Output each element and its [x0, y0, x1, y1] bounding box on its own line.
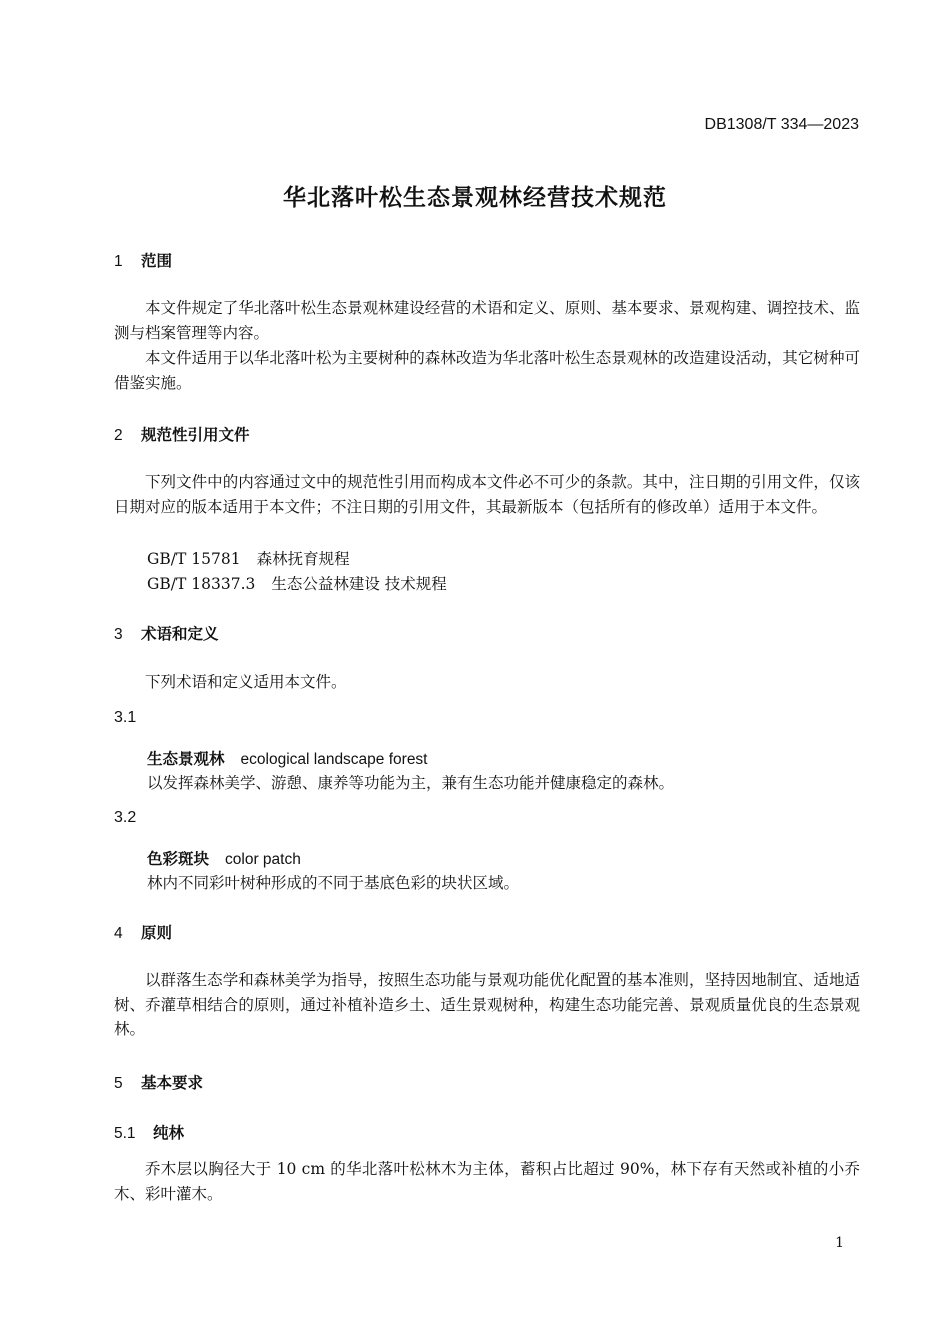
reference-code: GB/T 18337.3 [147, 575, 256, 593]
section-title: 规范性引用文件 [141, 427, 250, 444]
section-heading-2 [114, 423, 250, 445]
section-title: 术语和定义 [141, 626, 219, 643]
paragraph: 乔木层以胸径大于 10 cm 的华北落叶松林木为主体，蓄积占比超过 90%，林下存有天然或补植的小乔木、彩叶灌木。 [114, 1160, 860, 1203]
section-number: 1 [114, 253, 123, 270]
paragraph: 下列术语和定义适用本文件。 [145, 673, 347, 691]
reference-item [147, 547, 350, 569]
document-title: 华北落叶松生态景观林经营技术规范 [283, 184, 667, 210]
paragraph: 本文件适用于以华北落叶松为主要树种的森林改造为华北落叶松生态景观林的改造建设活动，其它树种可借鉴实施。 [114, 349, 860, 392]
section-title: 范围 [141, 253, 173, 270]
term-entry [147, 847, 301, 869]
subsection-number: 5.1 [114, 1125, 136, 1142]
subsection-heading-5-1 [114, 1121, 184, 1143]
term-number: 3.2 [114, 809, 137, 826]
section-title: 基本要求 [141, 1075, 204, 1092]
section-number: 3 [114, 626, 123, 643]
term-english: color patch [225, 851, 301, 868]
paragraph: 下列文件中的内容通过文中的规范性引用而构成本文件必不可少的条款。其中，注日期的引用文件，仅该日期对应的版本适用于本文件；不注日期的引用文件，其最新版本（包括所有的修改单）适用于本文件。 [114, 473, 860, 516]
paragraph: 本文件规定了华北落叶松生态景观林建设经营的术语和定义、原则、基本要求、景观构建、调控技术、监测与档案管理等内容。 [114, 299, 860, 342]
term-chinese: 生态景观林 [147, 751, 225, 768]
term-definition: 林内不同彩叶树种形成的不同于基底色彩的块状区域。 [147, 874, 520, 892]
term-entry [147, 747, 428, 769]
section-heading-3 [114, 622, 219, 644]
section-heading-4 [114, 921, 172, 943]
section-number: 5 [114, 1075, 123, 1092]
paragraph: 以群落生态学和森林美学为指导，按照生态功能与景观功能优化配置的基本准则，坚持因地制宜、适地适树、乔灌草相结合的原则，通过补植补造乡土、适生景观树种，构建生态功能完善、景观质量优良的生态景观林。 [114, 971, 860, 1038]
reference-title: 森林抚育规程 [256, 550, 350, 568]
term-chinese: 色彩斑块 [147, 851, 210, 868]
reference-title: 生态公益林建设 技术规程 [271, 575, 447, 593]
reference-code: GB/T 15781 [147, 550, 241, 568]
section-number: 2 [114, 427, 123, 444]
page-number: 1 [835, 1235, 844, 1251]
section-title: 原则 [141, 925, 173, 942]
section-heading-1 [114, 249, 172, 271]
section-number: 4 [114, 925, 123, 942]
term-english: ecological landscape forest [240, 751, 428, 768]
term-definition: 以发挥森林美学、游憩、康养等功能为主，兼有生态功能并健康稳定的森林。 [147, 774, 675, 792]
subsection-title: 纯林 [153, 1125, 185, 1142]
reference-item [147, 572, 447, 594]
section-heading-5 [114, 1071, 203, 1093]
term-number: 3.1 [114, 709, 137, 726]
standard-number: DB1308/T 334—2023 [704, 116, 859, 133]
